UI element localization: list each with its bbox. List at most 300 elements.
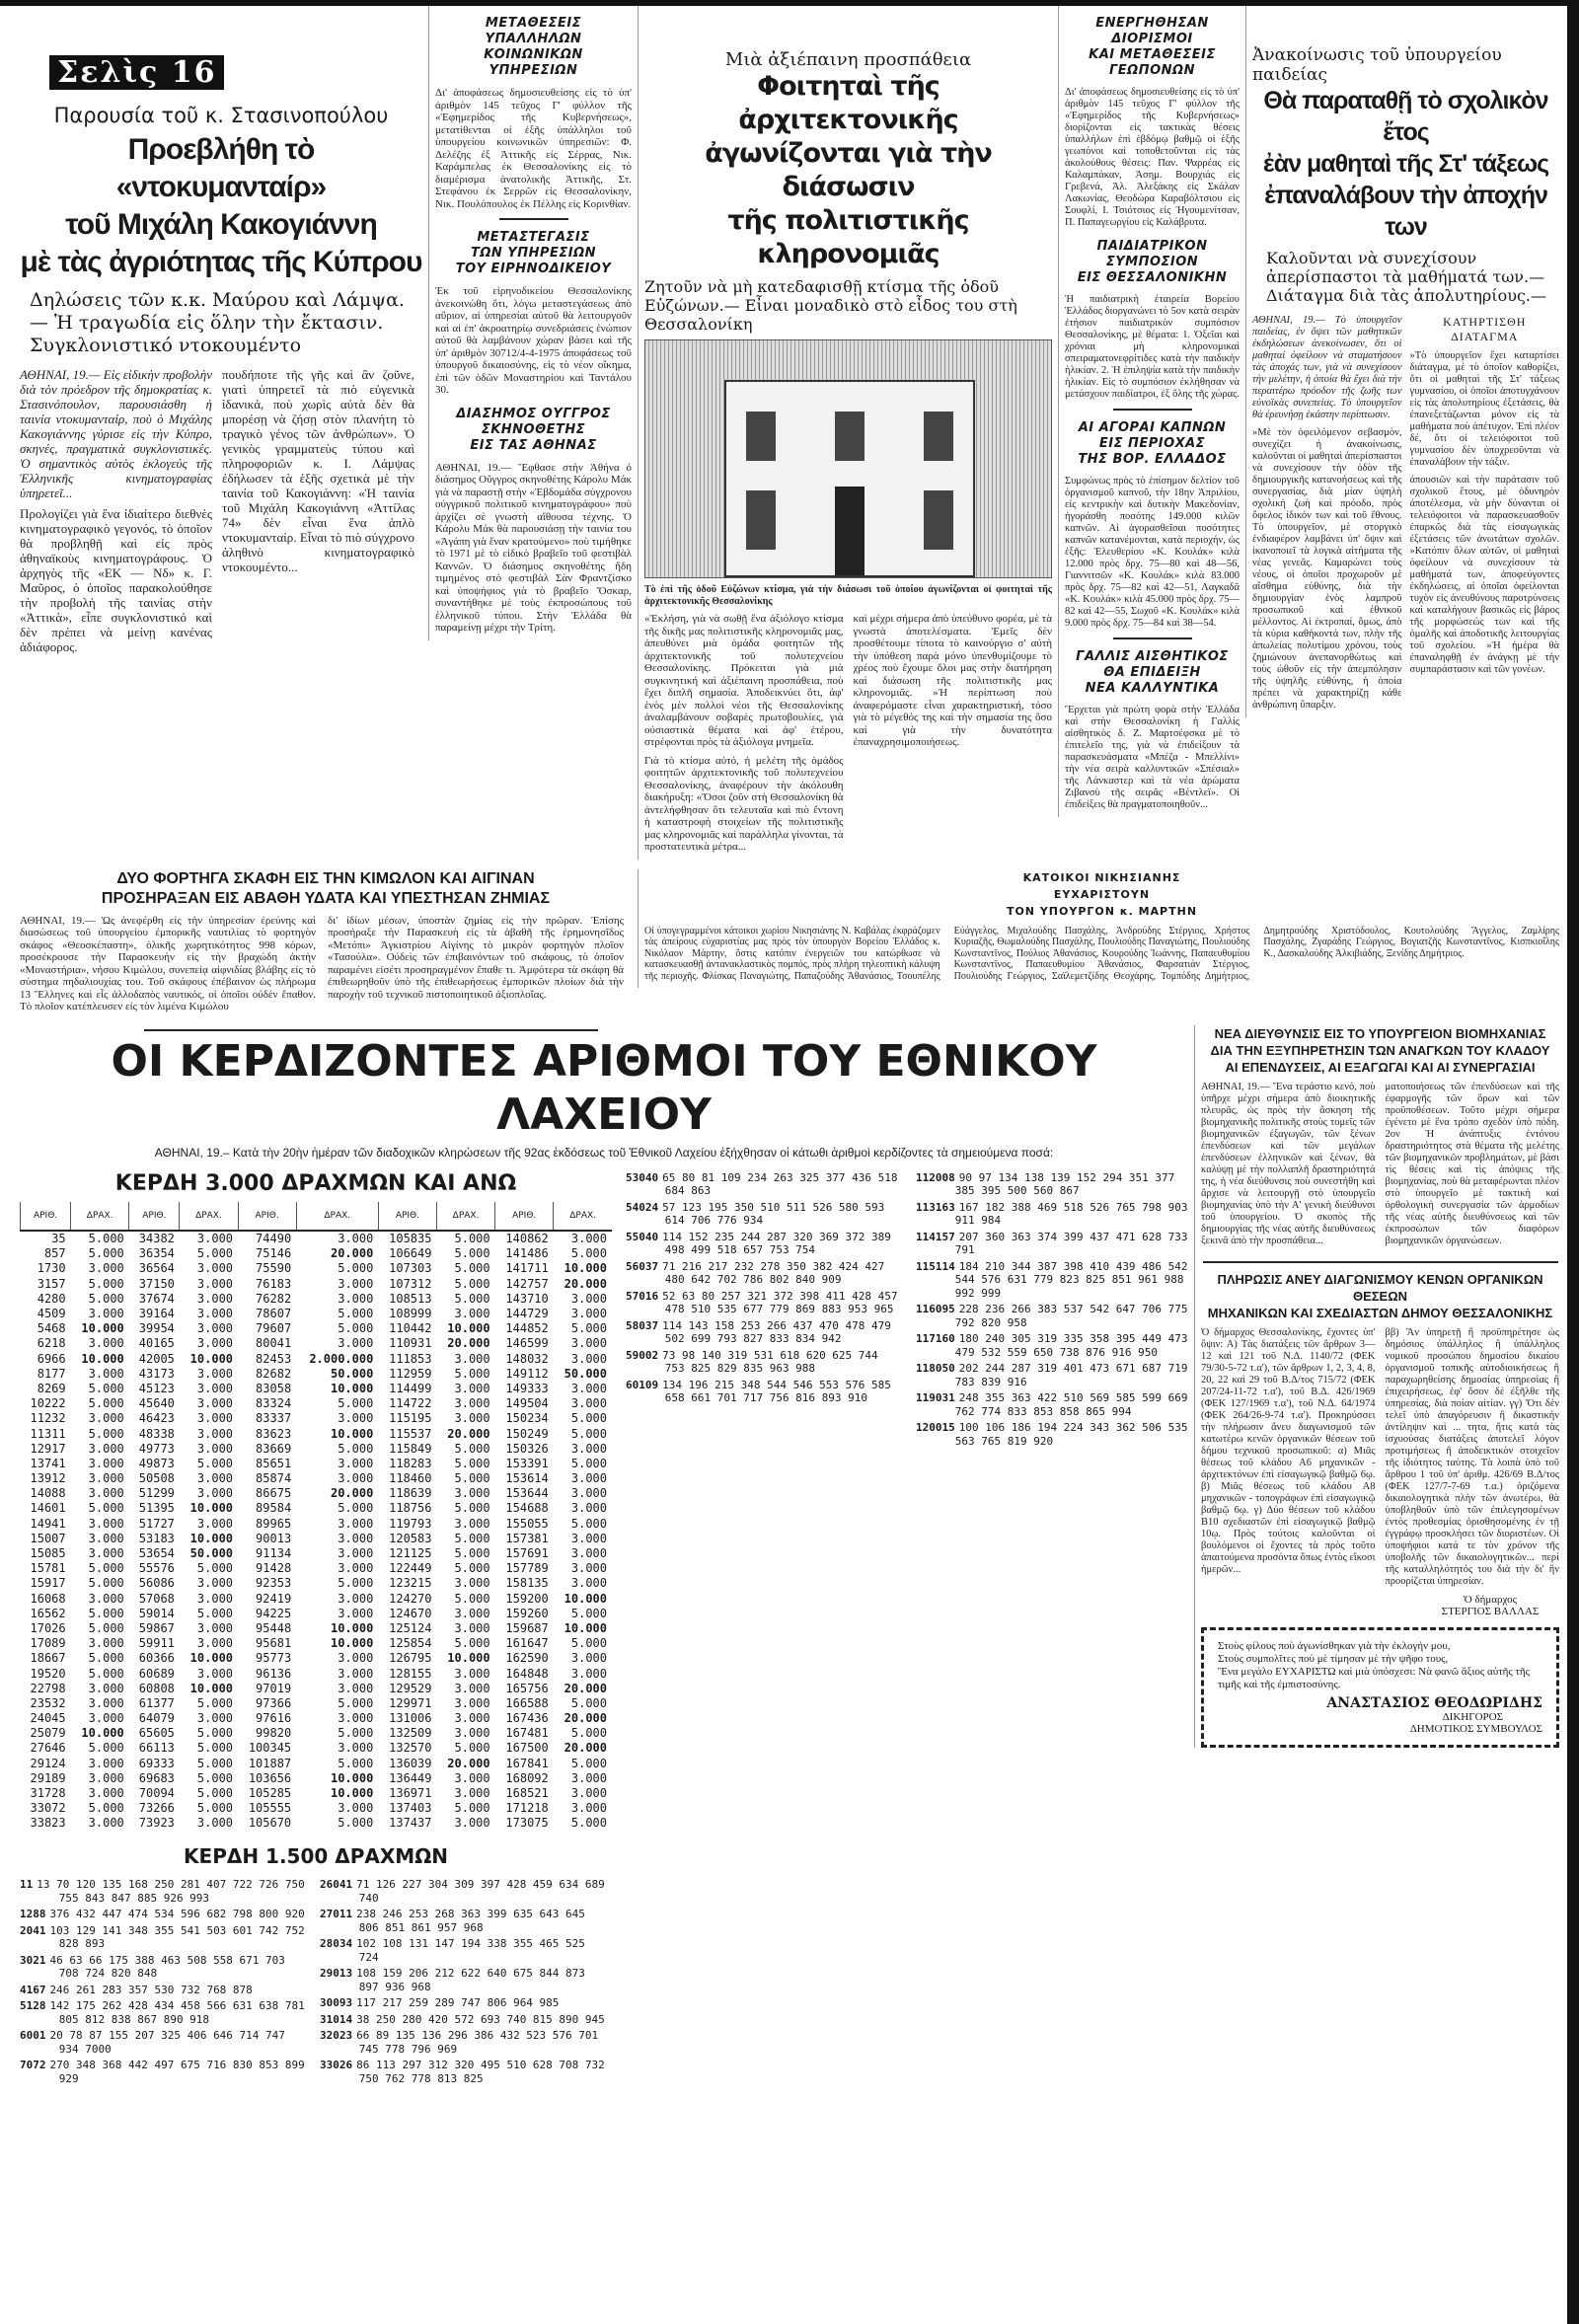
draw-endings: 207 360 363 374 399 437 471 628 733 791 <box>954 1230 1188 1256</box>
heading-line: ΠΑΙΔΙΑΤΡΙΚΟΝ <box>1096 239 1208 254</box>
headline-line: ΠΡΟΣΗΡΑΞΑΝ ΕΙΣ ΑΒΑΘΗ ΥΔΑΤΑ ΚΑΙ ΥΠΕΣΤΗΣΑΝ ΖΗΜΙΑΣ <box>101 889 551 907</box>
prize-amount: 3.000 <box>570 1786 607 1801</box>
prize-amount: 3.000 <box>454 1351 490 1366</box>
ticket-number: 167481 <box>505 1726 549 1741</box>
prize-amount: 5.000 <box>196 1726 234 1741</box>
ticket-number: 105835 <box>389 1232 432 1246</box>
draw-key-number: 117160 <box>916 1332 955 1345</box>
prize-amount: 5.000 <box>88 1666 124 1681</box>
ticket-number: 75590 <box>256 1261 292 1276</box>
prize-amount: 10.000 <box>447 1651 490 1666</box>
draw-endings: 102 108 131 147 194 338 355 465 525 724 <box>356 1937 585 1964</box>
prize-amount: 3.000 <box>196 1396 234 1411</box>
ticket-number: 101887 <box>248 1756 292 1770</box>
headline-line: ἐὰν μαθηταὶ τῆς Στ' τάξεως <box>1262 150 1549 178</box>
prize-amount: 5.000 <box>454 1501 490 1516</box>
prize-amount: 3.000 <box>338 1232 374 1246</box>
prize-amount: 20.000 <box>330 1246 374 1261</box>
prize-amount: 3.000 <box>196 1486 234 1501</box>
ticket-number: 57068 <box>138 1591 175 1606</box>
draw-key-number: 119031 <box>916 1391 955 1404</box>
ticket-number: 83324 <box>256 1396 292 1411</box>
ticket-number: 39164 <box>138 1307 175 1321</box>
ticket-number: 43173 <box>138 1366 175 1381</box>
headline-line: τῆς πολιτιστικῆς κληρονομιᾶς <box>727 205 969 269</box>
thank-you-advertisement <box>1201 1627 1559 1748</box>
prize-amount: 3.000 <box>88 1786 124 1801</box>
prize-amount: 3.000 <box>338 1651 374 1666</box>
draw-row <box>320 1908 606 1934</box>
prize-amount: 3.000 <box>196 1441 234 1456</box>
ticket-number: 97019 <box>256 1681 292 1695</box>
prize-amount: 5.000 <box>88 1232 124 1246</box>
prize-amount: 5.000 <box>454 1801 490 1816</box>
draw-key-number: 5128 <box>20 1999 46 2012</box>
prize-amount: 5.000 <box>570 1411 607 1426</box>
ad-line: Ἕνα μεγάλο ΕΥΧΑΡΙΣΤΩ καὶ μιὰ ὑπόσχεσι: Νὰ φανῶ ἄξιος αὐτῆς τῆς τιμῆς καὶ τῆς ἐμπιστοσύνης. <box>1218 1665 1531 1690</box>
draw-key-number: 55040 <box>626 1230 659 1243</box>
prize-amount: 5.000 <box>454 1561 490 1576</box>
headline-line: Φοιτηταὶ τῆς ἀρχιτεκτονικῆς <box>738 71 958 135</box>
prize-amount: 5.000 <box>454 1441 490 1456</box>
draw-key-number: 112008 <box>916 1170 955 1184</box>
table-row <box>21 1801 613 1816</box>
prize-amount: 5.000 <box>454 1232 490 1246</box>
column-architecture <box>638 6 1058 860</box>
prize-amount: 3.000 <box>570 1336 607 1351</box>
draw-endings: 117 217 259 289 747 806 964 985 <box>356 1996 560 2009</box>
prize-amount: 3.000 <box>338 1516 374 1531</box>
prize-amount: 3.000 <box>454 1307 490 1321</box>
prize-amount: 3.000 <box>338 1561 374 1576</box>
article-villagers <box>638 869 1565 989</box>
prize-amount: 3.000 <box>570 1486 607 1501</box>
draw-key-number: 1288 <box>20 1908 46 1920</box>
column-regional <box>1058 6 1245 817</box>
heading-line: ΕΙΣ ΠΕΡΙΟΧΑΣ <box>1098 436 1206 451</box>
heading-line: ΕΝΕΡΓΗΘΗΣΑΝ <box>1095 16 1209 31</box>
ticket-number: 132509 <box>389 1726 432 1741</box>
draw-key-number: 31014 <box>320 2012 353 2026</box>
ticket-number: 45640 <box>138 1396 175 1411</box>
ticket-number: 60808 <box>138 1681 175 1695</box>
table-row <box>21 1321 613 1336</box>
table-row <box>21 1695 613 1710</box>
ticket-number: 24045 <box>30 1711 66 1726</box>
prize-amount: 5.000 <box>338 1816 374 1831</box>
ticket-number: 164848 <box>505 1666 549 1681</box>
draw-key-number: 59002 <box>626 1348 659 1362</box>
ticket-number: 11232 <box>30 1411 66 1426</box>
prize-amount: 5.000 <box>338 1396 374 1411</box>
table-row <box>21 1561 613 1576</box>
prize-amount: 5.000 <box>196 1741 234 1756</box>
ticket-number: 51395 <box>138 1501 175 1516</box>
table-row <box>21 1276 613 1291</box>
ticket-number: 123215 <box>389 1576 432 1591</box>
table-row <box>21 1306 613 1320</box>
prize-amount: 10.000 <box>447 1321 490 1336</box>
prize-amount: 3.000 <box>454 1620 490 1635</box>
prize-amount: 2.000.000 <box>309 1351 374 1366</box>
draw-row <box>626 1290 902 1316</box>
draw-endings: 228 236 266 383 537 542 647 706 775 792 820 958 <box>954 1303 1188 1329</box>
ticket-number: 75146 <box>256 1246 292 1261</box>
table-row <box>21 1711 613 1726</box>
ticket-number: 161647 <box>505 1636 549 1651</box>
upper-section <box>14 6 1565 860</box>
prize-amount: 3.000 <box>196 1321 234 1336</box>
ticket-number: 96136 <box>256 1666 292 1681</box>
prize-amount: 5.000 <box>88 1381 124 1395</box>
ticket-number: 150326 <box>505 1441 549 1456</box>
heading-line: ΤΟΝ ΥΠΟΥΡΓΟΝ κ. ΜΑΡΤΗΝ <box>1006 904 1198 918</box>
article-heading-thanks <box>644 869 1559 920</box>
table-row <box>21 1741 613 1756</box>
ticket-number: 74490 <box>256 1232 292 1246</box>
page-number: Σελὶς 16 <box>49 55 224 90</box>
prize-amount: 3.000 <box>338 1531 374 1545</box>
ticket-number: 83337 <box>256 1411 292 1426</box>
ticket-number: 107312 <box>389 1276 432 1291</box>
ticket-number: 131006 <box>389 1711 432 1726</box>
ticket-number: 14941 <box>30 1516 66 1531</box>
ticket-number: 148032 <box>505 1351 549 1366</box>
prize-amount: 20.000 <box>564 1741 607 1756</box>
ticket-number: 114722 <box>389 1396 432 1411</box>
draw-key-number: 113163 <box>916 1200 955 1214</box>
ticket-number: 118283 <box>389 1456 432 1470</box>
ticket-number: 124270 <box>389 1591 432 1606</box>
ticket-number: 69683 <box>138 1770 175 1785</box>
prize-amount: 3.000 <box>88 1516 124 1531</box>
prize-amount: 3.000 <box>570 1651 607 1666</box>
prize-amount: 5.000 <box>454 1471 490 1486</box>
ships-body <box>20 915 632 1019</box>
article-body: ΑΘΗΝΑΙ, 19.— Ὡς ἀνεφέρθη εἰς τὴν ὑπηρεσίαν ἐρεύνης καὶ διασώσεως τοῦ ὑπουργείου ἐμπορικῆς ναυτιλίας τὸ φορτηγὸν σκάφος «Θεοσκέπαστη», ὁλικῆς χωρητικότητος 998 κόρων, προσέκρουσε τὴν Παρασκευὴν εἰς τὴν βραχώδη ἀκτὴν «Μοναστήρια», νήσου Κιμώλου, συνεπείᾳ αἰφνιδίας βλάβης εἰς τὸ σύστημα πηδαλιουχίας του. Τοῦ σκάφους ἐπέβαινον ὡς πλήρωμα 13 Ἕλληνες καὶ εἷς ἀλλοδαπὸς ναυτικός, οἱ ὁποῖοι οὐδὲν ἔπαθον. Τὸ πλοῖον κατέπλευσεν εἰς τὸν λιμένα Κιμώλου <box>20 914 316 1012</box>
prize-amount: 3.000 <box>88 1695 124 1710</box>
draw-key-number: 58037 <box>626 1318 659 1332</box>
table-row <box>21 1291 613 1306</box>
ticket-number: 46423 <box>138 1411 175 1426</box>
ticket-number: 19520 <box>30 1666 66 1681</box>
ticket-number: 59014 <box>138 1606 175 1620</box>
draw-row <box>20 1954 306 1981</box>
prize-amount: 10.000 <box>189 1681 234 1695</box>
heading-line: ΤΟΥ ΕΙΡΗΝΟΔΙΚΕΙΟΥ <box>455 262 612 276</box>
prize-amount: 3.000 <box>88 1471 124 1486</box>
table-row <box>21 1666 613 1681</box>
ticket-number: 15007 <box>30 1531 66 1545</box>
draw-row <box>626 1171 902 1198</box>
table-row <box>21 1456 613 1470</box>
draw-key-number: 4167 <box>20 1983 46 1996</box>
ticket-number: 65605 <box>138 1726 175 1741</box>
ticket-number: 136449 <box>389 1770 432 1785</box>
prize-amount: 3.000 <box>196 1291 234 1306</box>
prize-amount: 3.000 <box>454 1695 490 1710</box>
ticket-number: 29124 <box>30 1756 66 1770</box>
lottery-columns <box>20 1171 1188 2089</box>
ticket-number: 13912 <box>30 1471 66 1486</box>
prize-amount: 5.000 <box>338 1756 374 1770</box>
article-body: ΑΘΗΝΑΙ, 19.— Ἕνα τεράστιο κενό, ποὺ ὑπῆρχε μέχρι σήμερα ἀπὸ διοικητικῆς πλευρᾶς, ὡς πρὸς τὴν ἄσκηση τῆς βιομηχανικῆς πολιτικῆς στοὺς τομεῖς τῶν βιομηχανικῶν ἐξαγωγῶν, τῶν ξένων ἐπενδύσεων καὶ τῶν μεγάλων ἐπενδύσεων ἑλληνικῶν καὶ ξένων, θὰ καλύψῃ μὲ τὴν πολλαπλῆ δραστηριότητά της, ἡ νέα διεύθυνσις ποὺ συνεστήθη καὶ ἄρχισε νὰ λειτουργῇ στὸ ὑπουργεῖο βιομηχανίας ὑπὸ τὴν Α' γενικὴ διεύθυνσι τοῦ ὑπουργείου. Ὁ σκοπὸς τῆς δημιουργίας τῆς νέας αὐτῆς διευθύνσεως ξεκινᾶ ἀπὸ τὴν προσπάθεια... <box>1201 1081 1376 1246</box>
headline-line: ΑΙ ΕΠΕΝΔΥΣΕΙΣ, ΑΙ ΕΞΑΓΩΓΑΙ ΚΑΙ ΑΙ ΣΥΝΕΡΓΑΣΙΑΙ <box>1225 1059 1536 1075</box>
ticket-number: 15917 <box>30 1576 66 1591</box>
draw-row <box>20 1908 306 1921</box>
prize-amount: 3.000 <box>88 1307 124 1321</box>
ticket-number: 166588 <box>505 1695 549 1710</box>
ticket-number: 49773 <box>138 1441 175 1456</box>
draw-key-number: 6001 <box>20 2029 46 2042</box>
draw-key-number: 28034 <box>320 1937 353 1950</box>
draw-list-d <box>916 1171 1194 1452</box>
prize-amount: 5.000 <box>570 1321 607 1336</box>
ticket-number: 13741 <box>30 1456 66 1470</box>
article-body: »Μὲ τὸν ὀφειλόμενον σεβασμὸν, συνεχίζει ἡ ἀνακοίνωσις, καλοῦνται οἱ μαθηταὶ ἀπερίσπαστοι νὰ συνεχίσουν τὴν ὁδὸν τῆς δημιουργικῆς κατανοήσεως καὶ τῆς συνεργασίας, διὰ μίαν ὑψηλὴ σχολικὴ ζωὴ καὶ πρόοδο, πρὸς ὄφελος ἰδικόν των καὶ τοῦ ἔθνους. Τὸ ὑπουργεῖον, μὲ στοργικὸ ἐνδιαφέρον λαμβάνει ὑπ' ὄψιν καὶ ἱκανοποιεῖ τὰ λογικὰ αἰτήματα τῆς νέας γενεᾶς. Καμαρώνει τοὺς νέους, οἱ ὁποῖοι προχωροῦν μὲ αἴσθημα εὐθύνης, διὰ τὴν δημιουργίαν ἑνὸς λαμπροῦ προσωπικοῦ καὶ ἐθνικοῦ μέλλοντος. Αἱ ἐκτροπαί, ὅμως, ἀπὸ τὰ κύρια καθήκοντά των, πλὴν τῆς ἀπωλείας πολυτίμου χρόνου, τοὺς ζημιώνουν ἀνεπανορθώτως καὶ τοὺς ὠθοῦν εἰς τὴν ἀπεμπόλησιν τῆς ὑψηλῆς εὐθύνης, ἡ ὁποία πρέπει νὰ χαρακτηρίζῃ κάθε ἀνθρώπινη ὕπαρξιν. <box>1252 427 1402 711</box>
article-subhead-education: Καλοῦνται νὰ συνεχίσουν ἀπερίσπαστοι τὰ μαθήματά των.— Διάταγμα διὰ τὰς ἀπολυτηρίους.— <box>1266 249 1546 305</box>
small-prizes-title: ΚΕΡΔΗ 1.500 ΔΡΑΧΜΩΝ <box>184 1844 448 1868</box>
table-row <box>21 1396 613 1411</box>
table-row <box>21 1531 613 1545</box>
ticket-number: 14601 <box>30 1501 66 1516</box>
prize-amount: 3.000 <box>196 1381 234 1395</box>
prize-amount: 5.000 <box>338 1321 374 1336</box>
prize-amount: 3.000 <box>570 1232 607 1246</box>
prize-amount: 3.000 <box>570 1666 607 1681</box>
ticket-number: 69333 <box>138 1756 175 1770</box>
prize-amount: 3.000 <box>454 1770 490 1785</box>
cyprus-body <box>20 367 422 660</box>
building-facade <box>724 380 975 577</box>
ticket-number: 159260 <box>505 1606 549 1620</box>
page-edge-shadow <box>1567 0 1579 2324</box>
ticket-number: 94225 <box>256 1606 292 1620</box>
prize-amount: 5.000 <box>338 1307 374 1321</box>
ticket-number: 137403 <box>389 1801 432 1816</box>
prize-amount: 5.000 <box>454 1531 490 1545</box>
ticket-number: 85651 <box>256 1456 292 1470</box>
prize-amount: 5.000 <box>454 1276 490 1291</box>
prize-amount: 5.000 <box>570 1726 607 1741</box>
draw-row <box>626 1379 902 1405</box>
ticket-number: 12917 <box>30 1441 66 1456</box>
draw-endings: 52 63 80 257 321 372 398 411 428 457 478 510 535 677 779 869 883 953 965 <box>662 1289 898 1315</box>
ad-line: Στοὺς συμπολῖτες ποὺ μὲ τίμησαν μὲ τὴν ψῆφο τους, <box>1218 1652 1449 1665</box>
ticket-number: 25079 <box>30 1726 66 1741</box>
prize-amount: 3.000 <box>88 1486 124 1501</box>
draw-key-number: 56037 <box>626 1259 659 1273</box>
draw-row <box>916 1332 1194 1359</box>
table-row <box>21 1381 613 1395</box>
ticket-number: 173075 <box>505 1816 549 1831</box>
ticket-number: 82453 <box>256 1351 292 1366</box>
prize-amount: 3.000 <box>88 1816 124 1831</box>
column-short-news <box>428 6 638 640</box>
article-headline-education <box>1252 85 1559 243</box>
table-header-row <box>21 1202 613 1231</box>
ticket-number: 16068 <box>30 1591 66 1606</box>
article-body: Οἱ ὑπογεγραμμένοι κάτοικοι χωρίου Νικησιάνης Ν. Καβάλας ἐκφράζομεν τὰς ἀπείρους εὐχαριστίας μας πρὸς τὸν ὑπουργὸν Βορείου Ἑλλάδος κ. Νικόλαον Μάρτην, ὅστις κατόπιν ἐνεργειῶν του κατώρθωσε νὰ κατασκευασθῇ ἀντανακλαστικὸς πομπός, πρὸς πλήρη τηλεοπτικὴ κάλυψη τῆς περιοχῆς. Φλίσκας Παναγιώτης, Παπαζούδης Ἀθανάσιος, Τσουπέλης Εὐάγγελος, Μιχαλούδης Πασχάλης, Ἀνδρούδης Στέργιος, Χρήστος Κυριαζῆς, Θωμαλούδης Πασχάλης, Πουλιούδης Παναγιώτης, Πουλιούδης Κωνσταντῖνος, Πούλιος Ἀθανάσιος, Κουρούδης Ἰωάννης, Παπαευθυμίου Κωνσταντῖνος, Παπαευθυμίου Ἀθανάσιος, Φαρσατιάν Στέργιος, Πουλιούδης Γεώργιος, Σαϊλεμετζίδης Θεοχάρης, Τομπόδης Δημήτριος, Δημητρούδης Χριστόδουλος, Κουτολούδης Ἄγγελος, Ζαμλίρης Πασχάλης, Ζγαράδης Γεώργιος, Βογιατζῆς Κωνσταντῖνος, Κισπκιοΐλης Κ., Δασκαλούδης Ἀλκιβιάδης, Ξενίδης Δημήτριος. <box>644 925 1559 982</box>
prize-amount: 5.000 <box>454 1366 490 1381</box>
heading-line: ΕΥΧΑΡΙΣΤΟΥΝ <box>1053 887 1151 901</box>
ticket-number: 89965 <box>256 1516 292 1531</box>
heading-line: ΥΠΑΛΛΗΛΩΝ <box>485 32 582 46</box>
heading-line: ΣΚΗΝΟΘΕΤΗΣ <box>481 421 586 437</box>
prize-amount: 3.000 <box>338 1801 374 1816</box>
ticket-number: 33072 <box>30 1801 66 1816</box>
prize-amount: 3.000 <box>570 1396 607 1411</box>
table-body <box>21 1231 613 1832</box>
prize-amount: 3.000 <box>196 1516 234 1531</box>
article-body: ματοποιήσεως τῶν ἐπενδύσεων καὶ τῆς ἐφαρμογῆς τῶν ὅρων καὶ τῶν προϋποθέσεων. Τοῦτο μέχρι σήμερα ἐγένετο μὲ ἕνα τρόπο σχεδὸν ὑπὸ πόδη. 2ον Ἡ ἀνάπτυξις ἐντόνου δραστηριότητος στὰ θέματα τῆς μελέτης τῶν βιομηχανικῶν προβλημάτων, μὲ βάσι τὶς θέσεις καὶ τὶς ἀπόψεις τῆς βιομηχανίας, ποὺ θὰ μεταφέρωνται πλέον στὸ ὑπουργεῖο μὲ τακτικὴ καὶ ὀρθολογικὴ συνεργασία τῶν ἁρμοδίων τῆς νέας αὐτῆς διευθύνσεως καὶ τῶν ἐκπροσώπων τῶν διαφόρων βιομηχανικῶν ὀργανώσεων. <box>1385 1081 1559 1246</box>
article-kicker-arch: Μιὰ ἀξιέπαινη προσπάθεια <box>724 49 972 70</box>
prize-amount: 5.000 <box>454 1246 490 1261</box>
ticket-number: 157381 <box>505 1531 549 1545</box>
draw-key-number: 27011 <box>320 1908 353 1920</box>
draw-endings: 13 70 120 135 168 250 281 407 722 726 750 755 843 847 885 926 993 <box>37 1878 305 1905</box>
draw-endings: 238 246 253 268 363 399 635 643 645 806 851 861 957 968 <box>356 1908 585 1934</box>
prize-amount: 3.000 <box>570 1441 607 1456</box>
ticket-number: 60366 <box>138 1651 175 1666</box>
prize-amount: 3.000 <box>88 1770 124 1785</box>
draw-endings: 108 159 206 212 622 640 675 844 873 897 936 968 <box>356 1967 585 1993</box>
draw-endings: 270 348 368 442 497 675 716 830 853 899 929 <box>49 2059 305 2085</box>
ticket-number: 6218 <box>37 1336 66 1351</box>
table-row <box>21 1336 613 1351</box>
draw-key-number: 53040 <box>626 1170 659 1184</box>
prize-amount: 3.000 <box>88 1411 124 1426</box>
article-body: Ἡ παιδιατρικὴ ἑταιρεία Βορείου Ἑλλάδος διοργανώνει τὸ 5ον κατὰ σειρὰν ἐτήσιον παιδιατρικὸν συμπόσιον Θεσσαλονίκης, μὲ θέματα: 1. Ὀξεῖαι καὶ χρόνιαι μὴ κληρονομικαὶ σπειραματονεφρίτιδες κατὰ τὴν παιδικὴν ἡλικίαν. 2. Ἡ ἐπιληψία κατὰ τὴν παιδικὴν ἡλικίαν. Εἰς τὸ συμπόσιον ἐκλήθησαν νὰ μετάσχουν παιδίατροι, ἐξ ὅλης τῆς χώρας. <box>1065 294 1240 400</box>
ticket-number: 140862 <box>505 1232 549 1246</box>
prize-amount: 3.000 <box>338 1291 374 1306</box>
prize-amount: 5.000 <box>88 1501 124 1516</box>
draw-endings: 180 240 305 319 335 358 395 449 473 479 532 559 650 738 876 916 950 <box>954 1332 1188 1359</box>
ticket-number: 55576 <box>138 1561 175 1576</box>
prize-amount: 3.000 <box>570 1576 607 1591</box>
draw-endings: 20 78 87 155 207 325 406 646 714 747 934 7000 <box>49 2029 285 2056</box>
column-header-amount: ΔΡΑΧ. <box>180 1202 238 1231</box>
ticket-number: 95448 <box>256 1620 292 1635</box>
ticket-number: 154688 <box>505 1501 549 1516</box>
article-body: «Ἐκλήση, γιὰ νὰ σωθῇ ἕνα ἀξιόλογο κτίσμα τῆς δικῆς μας πολιτιστικῆς κληρονομιᾶς μας, ἀπευθύνει μιὰ ὁμάδα φοιτητῶν τῆς ἀρχιτεκτονικῆς τοῦ πολυτεχνείου Θεσσαλονίκης. Πρόκειται γιὰ μιὰ συγκινητική καὶ ἀξιέπαινη προσπάθεια, ποὺ ἔχει διπλῆ σημασία. Ἀποδεικνύει ὅτι, ἀφ' ἑνὸς μὲν πολλοὶ νέοι τῆς Θεσσαλονίκης ἀναλαμβάνουν σοβαρὲς πρωτοβουλίες, γιὰ οὐσιαστικὰ θέματα καὶ ἀφ' ἑτέρου, στρέφονται πρὸς τὰ ἀξιόλογα μνημεῖα. <box>644 613 844 748</box>
ticket-number: 122449 <box>389 1561 432 1576</box>
prize-amount: 5.000 <box>454 1261 490 1276</box>
article-body: ΑΘΗΝΑΙ, 19.— Εἰς εἰδικὴν προβολὴν διὰ τὸν πρόεδρον τῆς δημοκρατίας κ. Στασινόπουλον, παρουσιάσθη ἡ ταινία ντοκυμανταίρ, ποὺ ὁ Μιχάλης Κακογιάννης γύρισε εἰς τὴν Κύπρο, σκηνές, πραγματικὰ συγκλονιστικές. Ὁ σημαντικὸς αὐτὸς ἐκλογεύς τῆς Ἑλληνικῆς κινηματογραφίας ὑπηρετεῖ... <box>20 367 212 500</box>
ticket-number: 132570 <box>389 1741 432 1756</box>
decree-heading: ΚΑΤΗΡΤΙΣΘΗ ΔΙΑΤΑΓΜΑ <box>1443 315 1527 343</box>
heading-line: ΤΩΝ ΥΠΗΡΕΣΙΩΝ <box>470 246 597 261</box>
heading-line: ΔΙΑΣΗΜΟΣ ΟΥΓΓΡΟΣ <box>456 406 611 421</box>
draw-row <box>20 1878 306 1905</box>
column-education <box>1245 6 1565 717</box>
draw-endings: 248 355 363 422 510 569 585 599 669 762 774 833 853 858 865 994 <box>954 1391 1188 1418</box>
heading-line: ΣΥΜΠΟΣΙΟΝ <box>1105 255 1199 269</box>
prize-amount: 50.000 <box>330 1366 374 1381</box>
prize-amount: 20.000 <box>330 1486 374 1501</box>
table-row <box>21 1681 613 1695</box>
ticket-number: 95773 <box>256 1651 292 1666</box>
article-kicker-cyprus: Παρουσία τοῦ κ. Στασινοπούλου <box>53 104 389 127</box>
draw-list-b <box>320 1878 606 2088</box>
prize-amount: 3.000 <box>88 1336 124 1351</box>
cyprus-body-right <box>222 367 414 580</box>
prize-amount: 5.000 <box>88 1426 124 1441</box>
ticket-number: 106649 <box>389 1246 432 1261</box>
headline-line: ΔΙΑ ΤΗΝ ΕΞΥΠΗΡΕΤΗΣΙΝ ΤΩΝ ΑΝΑΓΚΩΝ ΤΟΥ ΚΛΑΔΟΥ <box>1210 1042 1550 1058</box>
draw-row <box>320 1967 606 1993</box>
draw-endings: 142 175 262 428 434 458 566 631 638 781 805 812 838 867 890 918 <box>49 1999 305 2026</box>
draw-row <box>626 1349 902 1376</box>
ticket-number: 48338 <box>138 1426 175 1441</box>
ticket-number: 50508 <box>138 1471 175 1486</box>
table-row <box>21 1441 613 1456</box>
draw-endings: 71 216 217 232 278 350 382 424 427 480 642 702 786 802 840 909 <box>662 1259 885 1286</box>
window-icon <box>924 490 953 550</box>
draw-key-number: 120015 <box>916 1421 955 1434</box>
window-icon <box>746 490 776 550</box>
prize-amount: 5.000 <box>196 1770 234 1785</box>
ticket-number: 3157 <box>37 1276 66 1291</box>
prize-amount: 20.000 <box>564 1276 607 1291</box>
table-row <box>21 1756 613 1770</box>
prize-amount: 3.000 <box>454 1381 490 1395</box>
draw-endings: 100 106 186 194 224 343 362 506 535 563 765 819 920 <box>954 1421 1188 1448</box>
ticket-number: 121125 <box>389 1546 432 1561</box>
heading-line: ΔΙΟΡΙΣΜΟΙ <box>1111 32 1193 46</box>
signature-block <box>1421 1594 1559 1617</box>
column-header-number: ΑΡΙΘ. <box>495 1202 554 1231</box>
ticket-number: 146599 <box>505 1336 549 1351</box>
draw-key-number: 57016 <box>626 1289 659 1303</box>
draw-endings: 46 63 66 175 388 463 508 558 671 703 708 724 820 848 <box>49 1953 285 1980</box>
draw-row <box>916 1391 1194 1418</box>
prize-amount: 20.000 <box>447 1426 490 1441</box>
ticket-number: 168521 <box>505 1786 549 1801</box>
headline-line: ΠΛΗΡΩΣΙΣ ΑΝΕΥ ΔΙΑΓΩΝΙΣΜΟΥ ΚΕΝΩΝ ΟΡΓΑΝΙΚΩΝ ΘΕΣΕΩΝ <box>1217 1271 1543 1304</box>
draw-endings: 167 182 388 469 518 526 765 798 903 911 984 <box>954 1200 1188 1227</box>
ad-role: ΔΙΚΗΓΟΡΟΣ <box>1442 1710 1503 1723</box>
article-headline-industry <box>1201 1025 1559 1076</box>
ticket-number: 5468 <box>37 1321 66 1336</box>
ticket-number: 110931 <box>389 1336 432 1351</box>
prize-amount: 5.000 <box>196 1786 234 1801</box>
draw-endings: 202 244 287 319 401 473 671 687 719 783 839 916 <box>954 1362 1188 1388</box>
article-heading-tobacco <box>1065 420 1240 468</box>
ticket-number: 115195 <box>389 1411 432 1426</box>
table-row <box>21 1351 613 1366</box>
ad-name: ΑΝΑΣΤΑΣΙΟΣ ΘΕΟΔΩΡΙΔΗΣ <box>1326 1694 1542 1711</box>
ticket-number: 8177 <box>37 1366 66 1381</box>
ticket-number: 14088 <box>30 1486 66 1501</box>
draw-endings: 184 210 344 387 398 410 439 486 542 544 576 631 779 823 825 851 961 988 992 999 <box>954 1259 1188 1300</box>
draw-row <box>20 2029 306 2056</box>
draw-row <box>320 2059 606 2085</box>
draw-key-number: 30093 <box>320 1996 353 2009</box>
separator <box>1113 637 1192 639</box>
photo-caption: Τὸ ἐπὶ τῆς ὁδοῦ Εὐζώνων κτίσμα, γιὰ τὴν διάσωσι τοῦ ὁποίου ἀγωνίζονται οἱ φοιτηταὶ τῆς ἀρχιτεκτονικῆς Θεσσαλονίκης <box>644 584 1052 607</box>
prize-amount: 3.000 <box>454 1786 490 1801</box>
ticket-number: 107303 <box>389 1261 432 1276</box>
prize-amount: 5.000 <box>88 1561 124 1576</box>
ticket-number: 119793 <box>389 1516 432 1531</box>
article-body: Συμφώνως πρὸς τὸ ἐπίσημον δελτίον τοῦ ὀργανισμοῦ καπνοῦ, τὴν 18ην Ἀπριλίου, εἰς κεντρικὴν καὶ δυτικὴν Μακεδονίαν, ἠγοράσθη ποσότης 149.000 κιλῶν καπνῶν. Αἱ ἀγορασθεῖσαι ποσότητες καπνῶν κατανέμονται, κατὰ περιοχήν, ὡς ἑξῆς: Ἐλευθερίου «Κ. Κουλάκ» κιλὰ 12.000 πρὸς δρχ. 75—80 καὶ 48—56, Γιαννιτσῶν «Κ. Κουλάκ» κιλὰ 83.000 πρὸς δρχ. 75—82 καὶ 42—51, Λαγκαδᾶ «Κ. Κουλάκ» κιλὰ 45.000 πρὸς δρχ. 75—82 καὶ 42—55, Σωχοῦ «Κ. Κουλάκ» κιλὰ 9.000 πρὸς δρχ. 75—84 καὶ 38—54. <box>1065 476 1240 629</box>
article-headline-ships <box>20 869 632 909</box>
ticket-number: 157691 <box>505 1546 549 1561</box>
ticket-number: 114499 <box>389 1381 432 1395</box>
ticket-number: 11311 <box>30 1426 66 1441</box>
ticket-number: 6966 <box>37 1351 66 1366</box>
